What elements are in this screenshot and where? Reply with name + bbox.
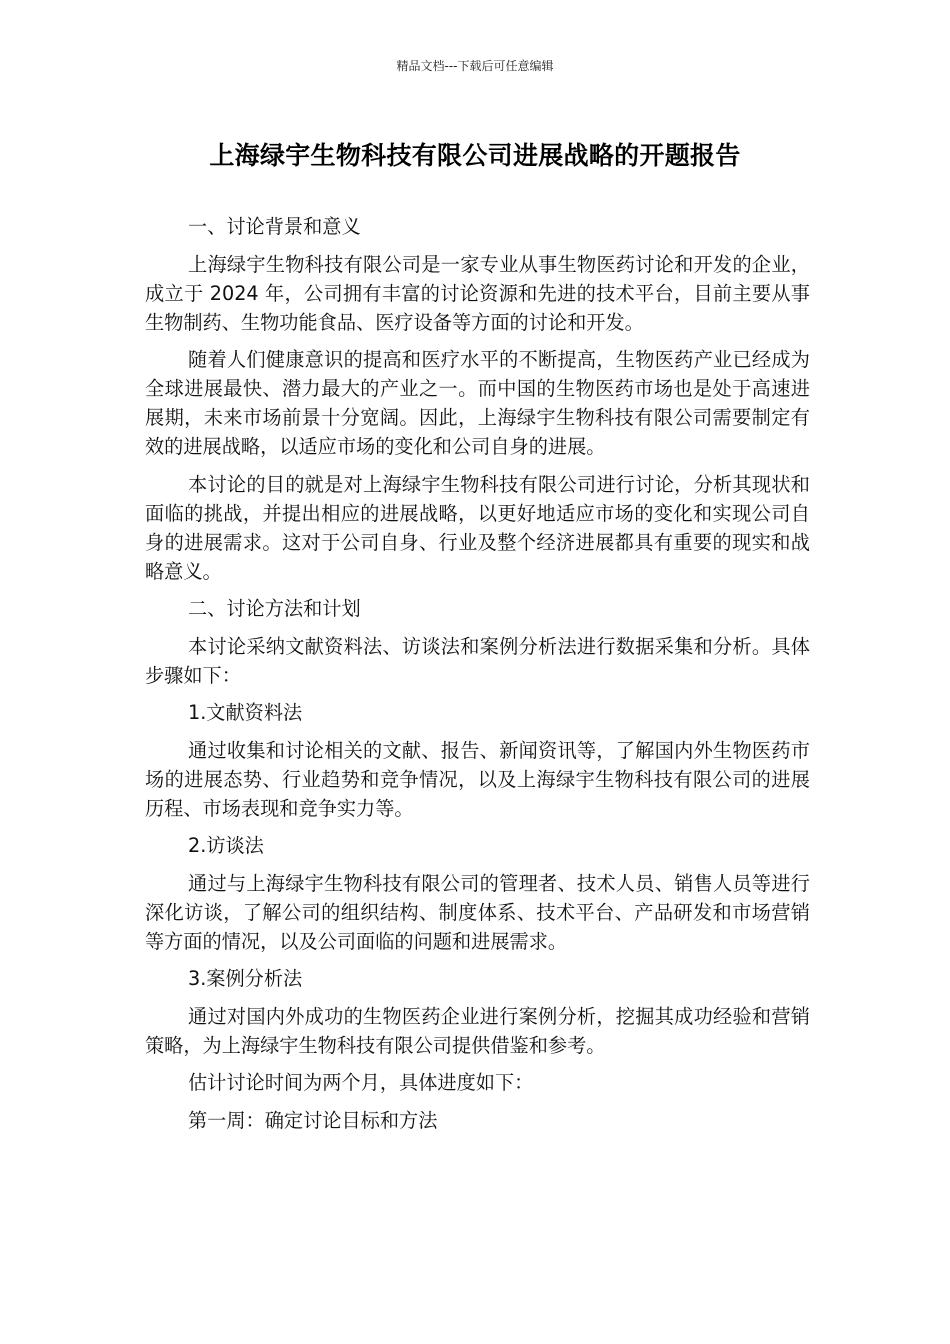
subheading-interview-method: 2.访谈法 (188, 834, 264, 857)
paragraph-case-method: 通过对国内外成功的生物医药企业进行案例分析，挖掘其成功经验和营销策略，为上海绿宇生物科技有限公司提供借鉴和参考。 (145, 1004, 810, 1057)
paragraph-methods-intro: 本讨论采纳文献资料法、访谈法和案例分析法进行数据采集和分析。具体步骤如下： (145, 634, 810, 687)
paragraph-schedule-week1: 第一周：确定讨论目标和方法 (188, 1108, 438, 1132)
paragraph-schedule-intro: 估计讨论时间为两个月，具体进度如下： (188, 1071, 534, 1094)
subheading-literature-method: 1.文献资料法 (188, 701, 303, 724)
paragraph-literature-method: 通过收集和讨论相关的文献、报告、新闻资讯等，了解国内外生物医药市场的进展态势、行业趋势和竞争情况，以及上海绿宇生物科技有限公司的进展历程、市场表现和竞争实力等。 (145, 738, 810, 820)
section-heading-background: 一、讨论背景和意义 (188, 215, 361, 238)
header-note: 精品文档---下载后可任意编辑 (396, 59, 554, 73)
paragraph-research-purpose: 本讨论的目的就是对上海绿宇生物科技有限公司进行讨论，分析其现状和面临的挑战，并提出相应的进展战略，以更好地适应市场的变化和实现公司自身的进展需求。这对于公司自身、行业及整个经济进展都具有重要的现实和战略意义。 (145, 472, 810, 583)
paragraph-industry-context: 随着人们健康意识的提高和医疗水平的不断提高，生物医药产业已经成为全球进展最快、潜力最大的产业之一。而中国的生物医药市场也是处于高速进展期，未来市场前景十分宽阔。因此，上海绿宇生物科技有限公司需要制定有效的进展战略，以适应市场的变化和公司自身的进展。 (145, 348, 810, 458)
section-heading-methods: 二、讨论方法和计划 (188, 597, 361, 620)
document-title: 上海绿宇生物科技有限公司进展战略的开题报告 (209, 141, 741, 170)
subheading-case-method: 3.案例分析法 (188, 967, 303, 990)
document-body (145, 212, 810, 1143)
paragraph-company-intro: 上海绿宇生物科技有限公司是一家专业从事生物医药讨论和开发的企业，成立于 2024 年，公司拥有丰富的讨论资源和先进的技术平台，目前主要从事生物制药、生物功能食品、医疗设备等方面的讨论和开发。 (145, 252, 810, 334)
paragraph-interview-method: 通过与上海绿宇生物科技有限公司的管理者、技术人员、销售人员等进行深化访谈，了解公司的组织结构、制度体系、技术平台、产品研发和市场营销等方面的情况，以及公司面临的问题和进展需求。 (145, 871, 810, 953)
